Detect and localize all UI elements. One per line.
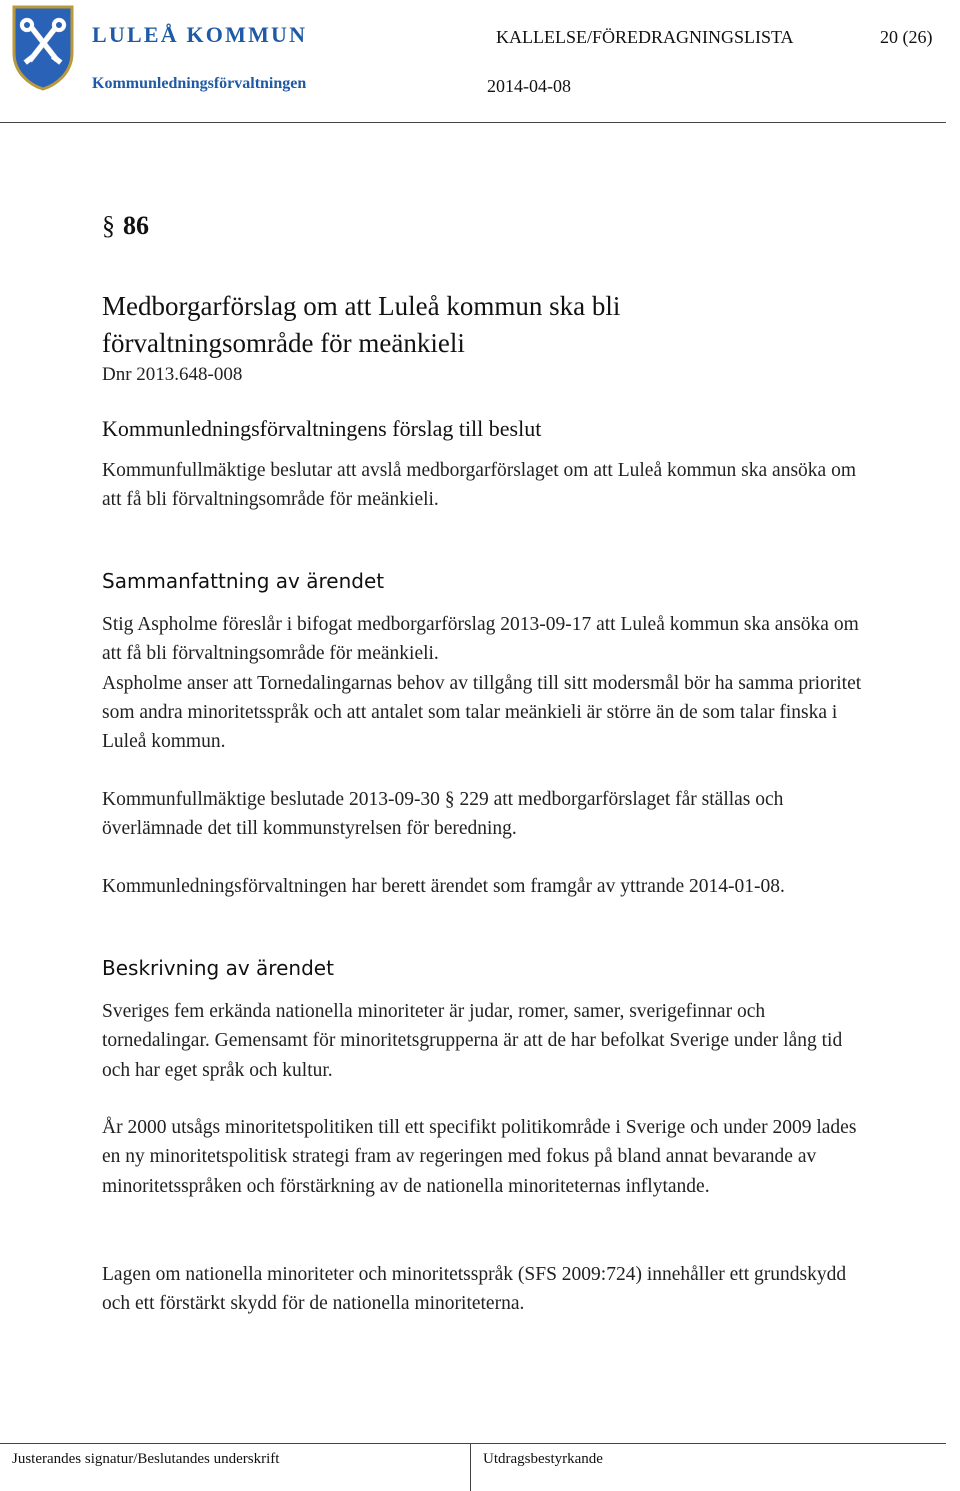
summary-p2-start: Kommunfullmäktige beslutade 2013-09-30 — [102, 789, 445, 810]
proposal-heading: Kommunledningsförvaltningens förslag till beslut — [102, 416, 542, 441]
summary-heading: Sammanfattning av ärendet — [102, 569, 385, 593]
footer-divider — [0, 1443, 946, 1444]
header-divider — [0, 122, 946, 123]
page-title: Medborgarförslag om att Luleå kommun ska bli förvaltningsområde för meänkieli — [102, 291, 621, 358]
proposal-text: Kommunfullmäktige beslutar att avslå medborgarförslaget om att Luleå kommun ska ansöka om att få bli förvaltningsområde för meänkieli. — [102, 460, 856, 511]
summary-p2-end: 229 att medborgarförslaget får ställas och överlämnade det till kommunstyrelsen för beredning. — [102, 789, 784, 840]
summary-paragraph-3: Kommunledningsförvaltningen har berett ärendet som framgår av yttrande 2014-01-08. — [102, 876, 785, 897]
footer-column-divider — [470, 1443, 471, 1491]
certification-label: Utdragsbestyrkande — [483, 1451, 603, 1467]
section-number — [102, 211, 862, 241]
summary-paragraph-1 — [102, 610, 862, 756]
department-name: Kommunledningsförvaltningen — [92, 75, 307, 92]
page-number: 20 (26) — [880, 27, 933, 47]
section-symbol-inline: § — [444, 789, 455, 810]
section-number-value: 86 — [123, 211, 149, 240]
lulea-coat-of-arms-icon — [10, 3, 76, 91]
description-heading: Beskrivning av ärendet — [102, 956, 334, 980]
signature-label: Justerandes signatur/Beslutandes underskrift — [12, 1451, 280, 1467]
document-date: 2014-04-08 — [487, 76, 571, 96]
section-symbol: § — [102, 211, 115, 240]
description-paragraph-2: År 2000 utsågs minoritetspolitiken till ett specifikt politikområde i Sverige och under 2009 lades en ny minoritetspolitisk strategi fram av regeringen med fokus på bland annat bevarande av minoritetsspråken och förstärkning av de nationella minoriteternas inflytande. — [102, 1117, 857, 1197]
summary-paragraph-2 — [102, 785, 862, 844]
summary-paragraph-1a: Stig Aspholme föreslår i bifogat medborgarförslag 2013-09-17 att Luleå kommun ska ansöka om att få bli förvaltningsområde för meänkieli. — [102, 614, 859, 665]
organization-name: LULEÅ KOMMUN — [92, 22, 308, 47]
summary-paragraph-1b: Aspholme anser att Tornedalingarnas behov av tillgång till sitt modersmål bör ha samma prioritet som andra minoritetsspråk och att antalet som talar meänkieli är större än de som talar finska i Luleå kommun. — [102, 672, 862, 753]
description-paragraph-1: Sveriges fem erkända nationella minoriteter är judar, romer, samer, sverigefinnar och tornedalingar. Gemensamt för minoritetsgrupperna är att de har befolkat Sverige under lång tid och har eget språk och kultur. — [102, 1001, 843, 1081]
document-type: KALLELSE/FÖREDRAGNINGSLISTA — [496, 27, 794, 47]
description-paragraph-3: Lagen om nationella minoriteter och minoritetsspråk (SFS 2009:724) innehåller ett grundskydd och ett förstärkt skydd för de nationella minoriteterna. — [102, 1264, 847, 1315]
registration-number: Dnr 2013.648-008 — [102, 364, 243, 385]
